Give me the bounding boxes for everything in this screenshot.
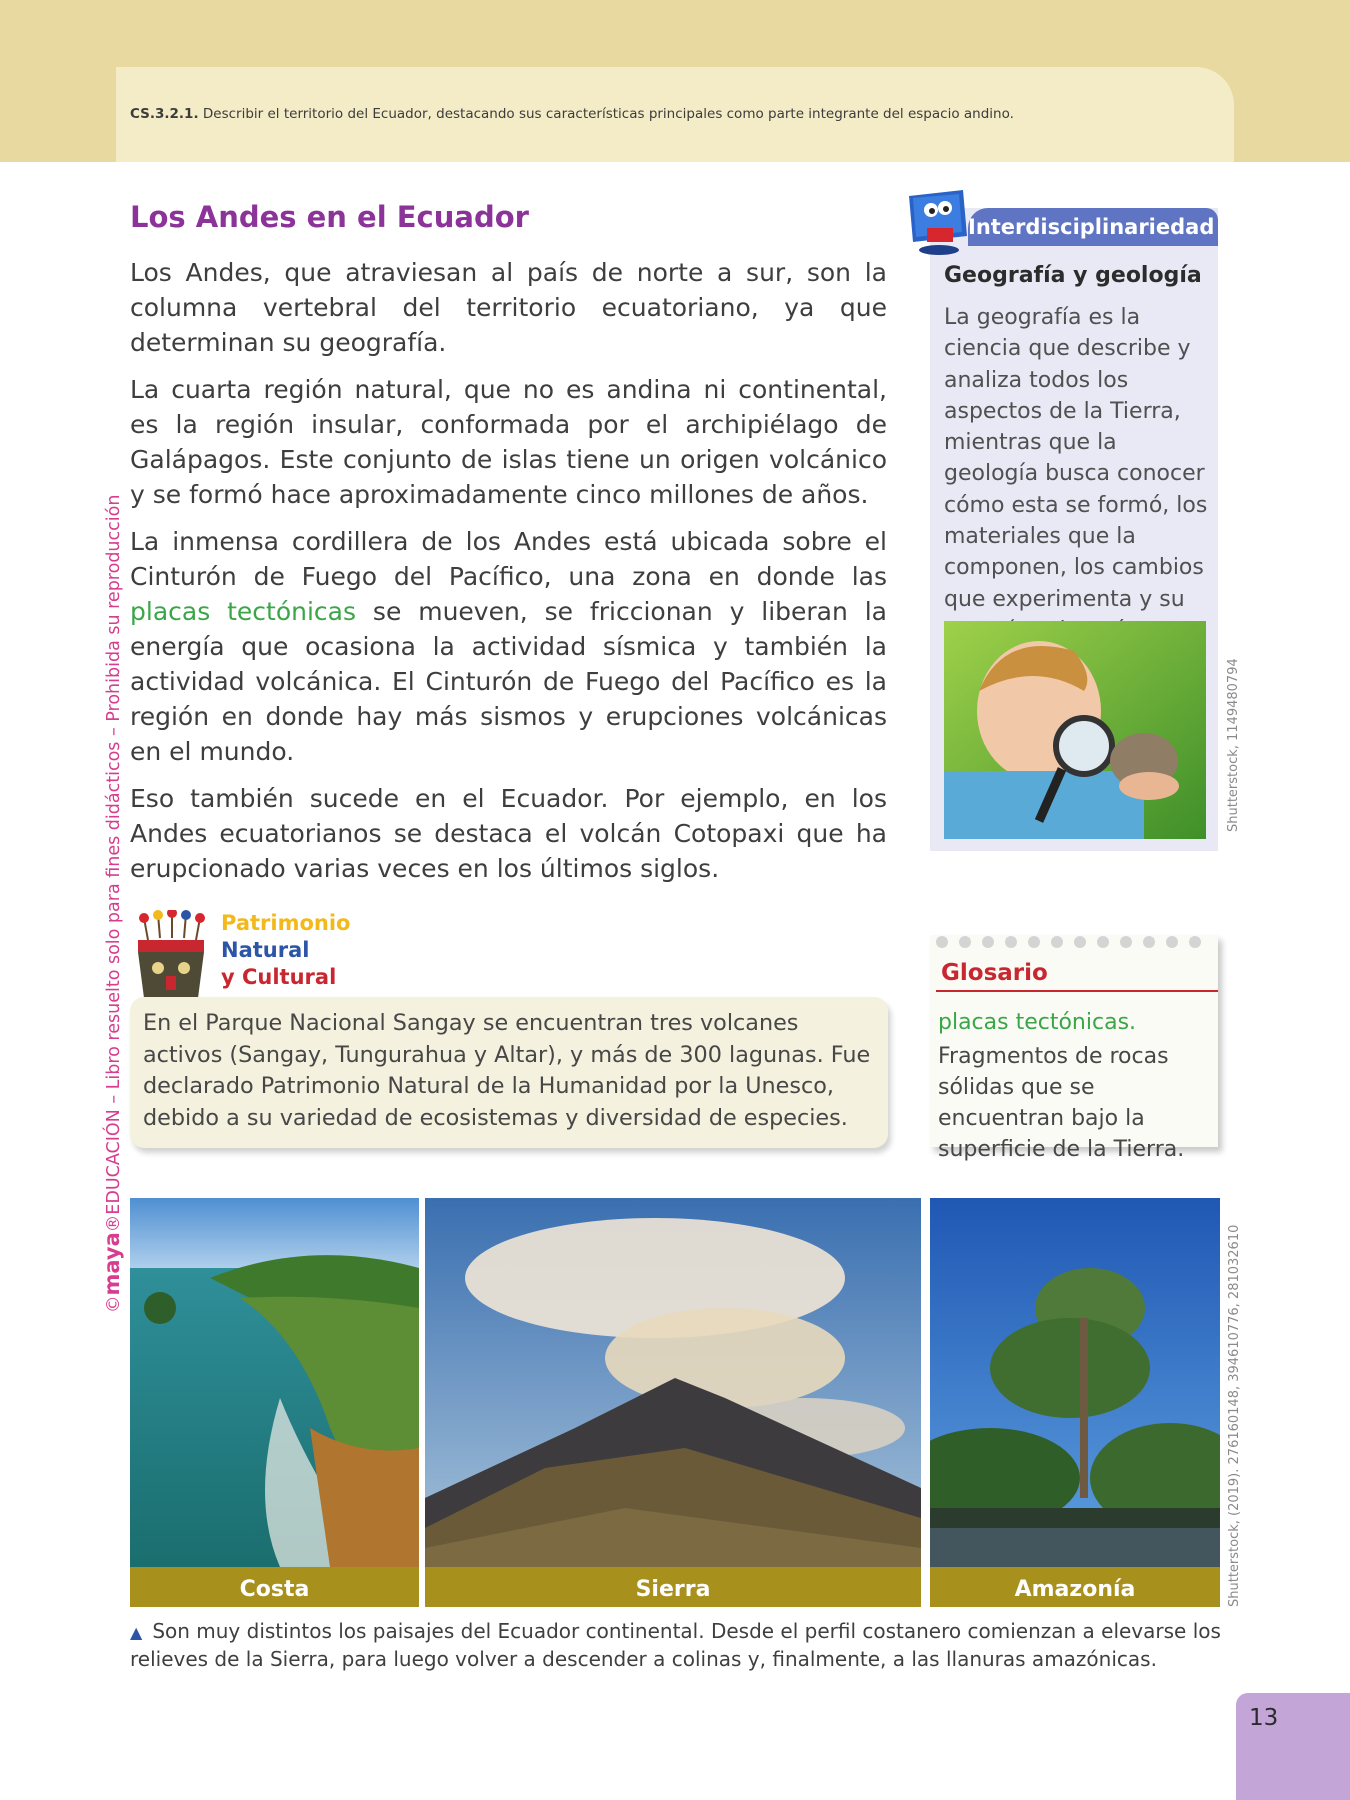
paragraph-3-start: La inmensa cordillera de los Andes está ubicada sobre el Cinturón de Fuego del Pacífico, una zona en donde las — [130, 527, 887, 591]
skill-code: CS.3.2.1. — [130, 106, 199, 122]
glossary-definition: Fragmentos de rocas sólidas que se encuentran bajo la superficie de la Tierra. — [938, 1044, 1185, 1162]
paragraph-3 — [130, 524, 887, 769]
glossary-term: placas tectónicas. — [938, 1010, 1137, 1035]
photo-label-amazonia: Amazonía — [930, 1567, 1220, 1607]
photo-caption — [130, 1618, 1230, 1672]
side-copyright-credit — [100, 495, 124, 1313]
paragraph-1: Los Andes, que atraviesan al país de norte a sur, son la columna vertebral del territorio ecuatoriano, ya que determinan su geografía. — [130, 258, 887, 357]
photo-label-sierra: Sierra — [425, 1567, 921, 1607]
amazon-photo — [930, 1198, 1220, 1567]
book-mascot-icon — [905, 188, 977, 258]
interdisciplinary-heading: Geografía y geología — [944, 263, 1202, 288]
page-number: 13 — [1249, 1705, 1279, 1731]
photo-label-costa: Costa — [130, 1567, 419, 1607]
interdisciplinary-tab: Interdisciplinariedad — [968, 208, 1218, 246]
interdisciplinary-text: La geografía es la ciencia que describe y analiza todos los aspectos de la Tierra, mientras que la geología busca conocer cómo esta se formó, los materiales que la componen, los cambios que experimenta y su — [944, 305, 1208, 612]
mask-heritage-icon — [130, 910, 212, 1006]
heritage-line-2: Natural — [221, 938, 310, 962]
volcano-photo — [425, 1198, 921, 1567]
glossary-term-link: placas tectónicas — [130, 597, 357, 626]
skill-statement — [130, 106, 1014, 122]
heritage-line-1: Patrimonio — [221, 911, 351, 935]
paragraph-4: Eso también sucede en el Ecuador. Por ejemplo, en los Andes ecuatorianos se destaca el volcán Cotopaxi que ha erupcionado varias veces en los últimos siglos. — [130, 784, 887, 883]
heritage-line-3: y Cultural — [221, 965, 337, 989]
triangle-marker-icon: ▲ — [130, 1623, 143, 1642]
paragraph-2: La cuarta región natural, que no es andina ni continental, es la región insular, conformada por el archipiélago de Galápagos. Este conjunto de islas tiene un origen volcánico y se formó hace aproximadamente cinco millones de años. — [130, 375, 887, 509]
boy-magnifier-photo — [944, 621, 1206, 839]
maya-logo: maya — [100, 1232, 124, 1296]
copyright-symbol: © — [104, 1295, 124, 1313]
glossary-title: Glosario — [941, 960, 1048, 986]
glossary-divider — [936, 990, 1218, 992]
paragraph-3-end: se mueven, se friccionan y liberan la energía que ocasiona la actividad sísmica y también la actividad volcánica. El Cinturón de Fuego del Pacífico es la región en donde hay más sismos y erupciones volcánicas en el mundo. — [130, 597, 888, 766]
skill-description: Describir el territorio del Ecuador, destacando sus características principales como parte integrante del espacio andino. — [202, 106, 1014, 122]
side-credit-text: ®EDUCACIÓN – Libro resuelto solo para fines didácticos – Prohibida su reproducción — [104, 494, 124, 1233]
photo-credit-boy: Shutterstock, 1149480794 — [1226, 658, 1241, 832]
section-title: Los Andes en el Ecuador — [130, 200, 529, 234]
heritage-text: En el Parque Nacional Sangay se encuentran tres volcanes activos (Sangay, Tungurahua y Altar), y más de 300 lagunas. Fue declarado Patrimonio Natural de la Humanidad por la Unesco, debido a su variedad de ecosistemas y diversidad de especies. — [143, 1010, 871, 1131]
photo-credit-landscapes: Shutterstock, (2019). 276160148, 394610776, 281032610 — [1227, 1224, 1242, 1607]
notebook-rings — [930, 930, 1218, 950]
heritage-heading — [221, 910, 350, 991]
main-body — [130, 255, 887, 898]
caption-text: Son muy distintos los paisajes del Ecuador continental. Desde el perfil costanero comienzan a elevarse los relieves de la Sierra, para luego volver a descender a colinas y, finalmente, a las llanuras amazónicas. — [130, 1619, 1221, 1671]
coast-photo — [130, 1198, 419, 1567]
